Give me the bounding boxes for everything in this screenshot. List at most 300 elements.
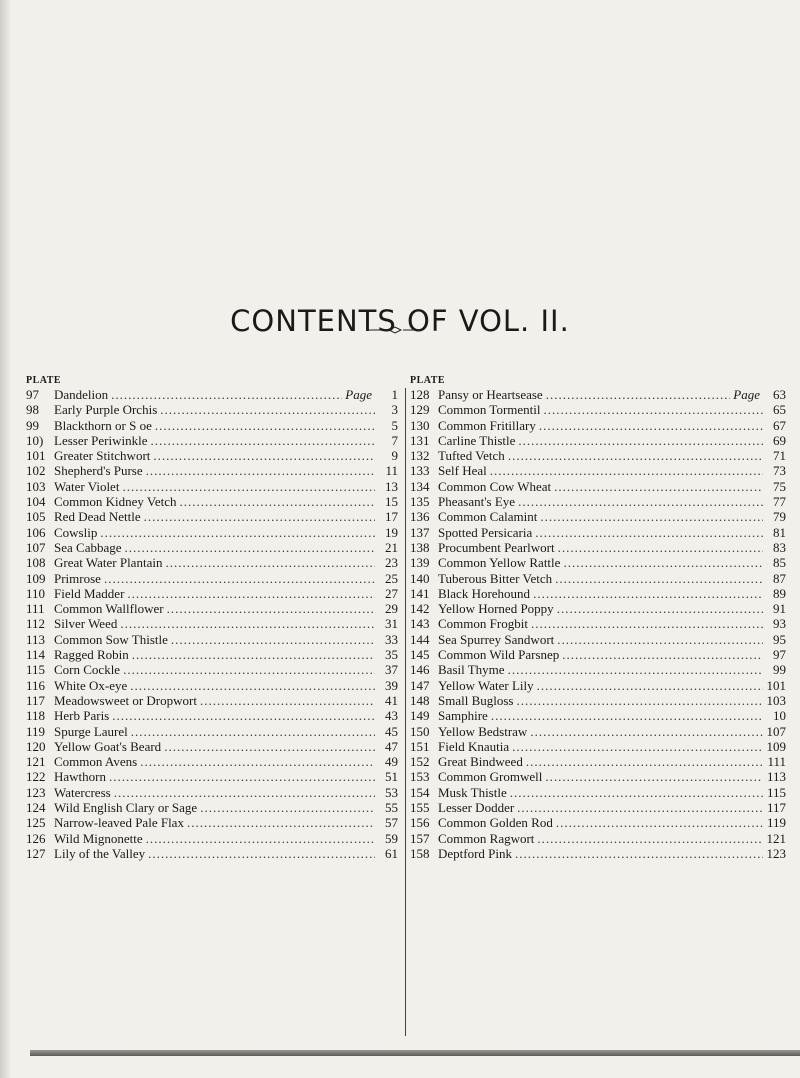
contents-entry (26, 785, 398, 800)
dot-leader (526, 754, 763, 769)
plant-name: Sea Spurrey Sandwort (438, 631, 555, 647)
contents-entry (26, 846, 398, 861)
plate-number: 121 (26, 754, 46, 770)
plant-name: Wild English Clary or Sage (54, 800, 198, 816)
contents-entry (410, 693, 786, 708)
plate-number: 98 (26, 402, 39, 418)
page-number: 15 (385, 494, 398, 510)
contents-entry (26, 632, 398, 647)
page-number: 101 (766, 677, 786, 693)
plant-name: Self Heal (438, 463, 487, 479)
contents-column-left (26, 374, 398, 861)
plant-name: Sea Cabbage (54, 539, 122, 555)
dot-leader (539, 418, 763, 433)
dot-leader (187, 815, 375, 830)
plate-column-header: PLATE (410, 375, 446, 386)
plate-number: 106 (26, 524, 46, 540)
plate-number: 141 (410, 585, 430, 601)
plate-number: 116 (26, 677, 46, 693)
contents-entry (410, 601, 786, 616)
page-number: 43 (385, 708, 398, 724)
plate-number: 136 (410, 509, 430, 525)
page-number: 119 (766, 815, 786, 831)
dot-leader (531, 616, 763, 631)
dot-leader (160, 402, 375, 417)
contents-entry (26, 647, 398, 662)
plant-name: Corn Cockle (54, 662, 121, 678)
plate-number: 147 (410, 677, 430, 693)
plate-number: 152 (410, 754, 430, 770)
plant-name: Ragged Robin (54, 647, 129, 663)
dot-leader (554, 479, 763, 494)
plant-name: Basil Thyme (438, 662, 505, 678)
plate-number: 155 (410, 800, 430, 816)
dot-leader (546, 387, 731, 402)
dot-leader (131, 724, 375, 739)
dot-leader (127, 586, 375, 601)
plate-number: 131 (410, 432, 430, 448)
contents-entry (410, 769, 786, 784)
plate-number: 122 (26, 769, 46, 785)
page-label: Page (733, 387, 760, 402)
dot-leader (517, 693, 764, 708)
page-number: 13 (385, 478, 398, 494)
contents-entry (410, 632, 786, 647)
plant-name: Hawthorn (54, 769, 106, 785)
page-number: 99 (773, 662, 786, 678)
dot-leader (167, 601, 375, 616)
page-number: 75 (773, 478, 786, 494)
plate-number: 99 (26, 417, 39, 433)
column-divider (405, 388, 406, 1036)
plate-number: 102 (26, 463, 46, 479)
plate-number: 138 (410, 539, 430, 555)
plate-number: 145 (410, 647, 430, 663)
plate-number: 133 (410, 463, 430, 479)
plate-number: 130 (410, 417, 430, 433)
contents-entry (410, 418, 786, 433)
page-number: 87 (773, 570, 786, 586)
dot-leader (537, 831, 763, 846)
page-number: 51 (385, 769, 398, 785)
page-number: 61 (385, 845, 398, 861)
dot-leader (165, 555, 375, 570)
dot-leader (180, 494, 375, 509)
dot-leader (109, 769, 375, 784)
plant-name: Great Bindweed (438, 754, 523, 770)
plate-number: 101 (26, 448, 46, 464)
contents-entry (410, 800, 786, 815)
plant-name: Cowslip (54, 524, 98, 540)
contents-entry (26, 479, 398, 494)
contents-entry (410, 387, 786, 402)
dot-leader (508, 662, 763, 677)
plate-number: 149 (410, 708, 430, 724)
plant-name: Small Bugloss (438, 692, 514, 708)
page-number: 123 (766, 845, 786, 861)
contents-list-left (26, 387, 398, 861)
contents-entry (26, 800, 398, 815)
plate-number: 118 (26, 708, 46, 724)
contents-entry (410, 647, 786, 662)
plate-number: 97 (26, 387, 39, 402)
plate-number: 115 (26, 662, 46, 678)
contents-entry (26, 831, 398, 846)
plate-number: 135 (410, 494, 430, 510)
dot-leader (104, 571, 375, 586)
page-number: 10 (773, 708, 786, 724)
contents-entry (26, 662, 398, 677)
dot-leader (120, 616, 375, 631)
plant-name: Common Calamint (438, 509, 538, 525)
contents-entry (410, 463, 786, 478)
page-number: 67 (773, 417, 786, 433)
page-number: 55 (385, 800, 398, 816)
dot-leader (537, 678, 763, 693)
dot-leader (146, 831, 375, 846)
plant-name: Common Cow Wheat (438, 478, 552, 494)
plant-name: Common Gromwell (438, 769, 543, 785)
contents-entry (26, 571, 398, 586)
page-number: 21 (385, 539, 398, 555)
page-number: 65 (773, 402, 786, 418)
plate-number: 137 (410, 524, 430, 540)
contents-entry (26, 693, 398, 708)
contents-entry (26, 815, 398, 830)
dot-leader (544, 402, 764, 417)
plate-number: 107 (26, 539, 46, 555)
contents-column-right (410, 374, 786, 861)
dot-leader (132, 647, 375, 662)
dot-leader (555, 571, 763, 586)
plant-name: Samphire (438, 708, 488, 724)
plant-name: Procumbent Pearlwort (438, 539, 555, 555)
contents-entry (26, 739, 398, 754)
plate-number: 104 (26, 494, 46, 510)
contents-entry (410, 724, 786, 739)
dot-leader (164, 739, 375, 754)
page-title: CONTENTS OF VOL. II. (230, 304, 570, 339)
plant-name: Common Avens (54, 754, 138, 770)
contents-entry (410, 754, 786, 769)
plant-name: Common Tormentil (438, 402, 541, 418)
plant-name: Common Golden Rod (438, 815, 553, 831)
plant-name: Tuberous Bitter Vetch (438, 570, 553, 586)
plant-name: Black Horehound (438, 585, 531, 601)
contents-entry (26, 387, 398, 402)
dot-leader (533, 586, 763, 601)
ornament-divider (365, 325, 425, 335)
dot-leader (140, 754, 375, 769)
page-edge (0, 0, 10, 1078)
plant-name: Spotted Persicaria (438, 524, 533, 540)
contents-entry (410, 785, 786, 800)
page-number: 121 (766, 830, 786, 846)
plate-number: 127 (26, 845, 46, 861)
plant-name: Musk Thistle (438, 784, 507, 800)
page-number: 47 (385, 738, 398, 754)
plant-name: Deptford Pink (438, 845, 513, 861)
plant-name: Meadowsweet or Dropwort (54, 692, 197, 708)
page-number: 91 (773, 601, 786, 617)
page-number: 37 (385, 662, 398, 678)
dot-leader (111, 387, 342, 402)
dot-leader (171, 632, 375, 647)
plant-name: Lily of the Valley (54, 845, 146, 861)
plate-number: 153 (410, 769, 430, 785)
plant-name: Tufted Vetch (438, 448, 505, 464)
plate-number: 151 (410, 738, 430, 754)
plant-name: Primrose (54, 570, 101, 586)
plant-name: Pheasant's Eye (438, 494, 516, 510)
plant-name: Shepherd's Purse (54, 463, 143, 479)
contents-entry (410, 831, 786, 846)
page-number: 69 (773, 432, 786, 448)
plant-name: Field Knautia (438, 738, 510, 754)
contents-entry (26, 402, 398, 417)
plate-number: 110 (26, 585, 46, 601)
page-number: 81 (773, 524, 786, 540)
page-number: 11 (385, 463, 398, 479)
plant-name: Common Kidney Vetch (54, 494, 177, 510)
plant-name: Common Fritillary (438, 417, 536, 433)
page-number: 1 (391, 387, 398, 402)
contents-entry (410, 448, 786, 463)
plate-number: 158 (410, 845, 430, 861)
dot-leader (123, 662, 375, 677)
dot-leader (557, 601, 763, 616)
contents-entry (410, 540, 786, 555)
plate-number: 129 (410, 402, 430, 418)
dot-leader (100, 525, 375, 540)
dot-leader (491, 708, 763, 723)
page-number: 41 (385, 692, 398, 708)
contents-entry (26, 586, 398, 601)
page-number: 83 (773, 539, 786, 555)
plate-number: 134 (410, 478, 430, 494)
dot-leader (535, 525, 763, 540)
plate-number: 148 (410, 692, 430, 708)
contents-entry (26, 724, 398, 739)
dot-leader (545, 769, 763, 784)
plant-name: Dandelion (54, 387, 109, 402)
plate-number: 111 (26, 601, 45, 617)
plant-name: Common Frogbit (438, 616, 528, 632)
page-number: 93 (773, 616, 786, 632)
plate-number: 10) (26, 432, 44, 448)
dot-leader (146, 463, 375, 478)
plate-number: 120 (26, 738, 46, 754)
plant-name: Common Sow Thistle (54, 631, 168, 647)
dot-leader (153, 448, 375, 463)
contents-entry (410, 586, 786, 601)
page-number: 63 (773, 387, 786, 402)
contents-list-right (410, 387, 786, 861)
page-number: 35 (385, 647, 398, 663)
plant-name: Common Wallflower (54, 601, 164, 617)
dot-leader (490, 463, 763, 478)
plant-name: Common Wild Parsnep (438, 647, 560, 663)
plant-name: Yellow Goat's Beard (54, 738, 162, 754)
contents-entry (26, 616, 398, 631)
contents-entry (410, 678, 786, 693)
contents-entry (410, 479, 786, 494)
contents-entry (26, 555, 398, 570)
page-number: 33 (385, 631, 398, 647)
plant-name: Lesser Dodder (438, 800, 515, 816)
page-number: 3 (391, 402, 398, 418)
page-number: 113 (766, 769, 786, 785)
plant-name: Lesser Periwinkle (54, 432, 148, 448)
contents-entry (410, 571, 786, 586)
plant-name: Field Madder (54, 585, 125, 601)
plant-name: White Ox-eye (54, 677, 128, 693)
plate-number: 139 (410, 555, 430, 571)
plant-name: Spurge Laurel (54, 723, 128, 739)
page-number: 39 (385, 677, 398, 693)
contents-entry (410, 846, 786, 861)
plant-name: Red Dead Nettle (54, 509, 141, 525)
plate-column-header: PLATE (26, 375, 62, 386)
plate-number: 124 (26, 800, 46, 816)
plate-number: 142 (410, 601, 430, 617)
page-number: 73 (773, 463, 786, 479)
contents-entry (410, 402, 786, 417)
dot-leader (530, 724, 763, 739)
plate-number: 123 (26, 784, 46, 800)
plant-name: Yellow Bedstraw (438, 723, 528, 739)
contents-entry (26, 769, 398, 784)
page-number: 29 (385, 601, 398, 617)
plate-number: 125 (26, 815, 46, 831)
dot-leader (540, 509, 763, 524)
contents-entry (410, 815, 786, 830)
page-number: 89 (773, 585, 786, 601)
contents-entry (26, 754, 398, 769)
plant-name: Yellow Water Lily (438, 677, 534, 693)
dot-leader (558, 540, 763, 555)
page-number: 9 (391, 448, 398, 464)
dot-leader (557, 632, 763, 647)
page-number: 45 (385, 723, 398, 739)
plant-name: Herb Paris (54, 708, 110, 724)
plate-number: 108 (26, 555, 46, 571)
plant-name: Water Violet (54, 478, 120, 494)
plate-number: 109 (26, 570, 46, 586)
plate-number: 143 (410, 616, 430, 632)
dot-leader (512, 739, 763, 754)
plant-name: Early Purple Orchis (54, 402, 158, 418)
contents-entry (410, 509, 786, 524)
dot-leader (122, 479, 375, 494)
page-number: 31 (385, 616, 398, 632)
page-number: 17 (385, 509, 398, 525)
plant-name: Great Water Plantain (54, 555, 163, 571)
dot-leader (200, 800, 375, 815)
page-number: 77 (773, 494, 786, 510)
dot-leader (508, 448, 763, 463)
plant-name: Silver Weed (54, 616, 118, 632)
plate-number: 126 (26, 830, 46, 846)
page-number: 85 (773, 555, 786, 571)
contents-entry (26, 463, 398, 478)
dot-leader (515, 846, 763, 861)
contents-entry (410, 525, 786, 540)
dot-leader (130, 678, 375, 693)
contents-entry (26, 525, 398, 540)
plant-name: Carline Thistle (438, 432, 516, 448)
plate-number: 132 (410, 448, 430, 464)
plant-name: Watercress (54, 784, 111, 800)
dot-leader (556, 815, 763, 830)
plate-number: 128 (410, 387, 430, 402)
contents-entry (26, 678, 398, 693)
page-number: 49 (385, 754, 398, 770)
dot-leader (112, 708, 375, 723)
page-number: 97 (773, 647, 786, 663)
plant-name: Common Ragwort (438, 830, 535, 846)
plate-number: 157 (410, 830, 430, 846)
dot-leader (518, 433, 763, 448)
contents-entry (26, 509, 398, 524)
plate-number: 156 (410, 815, 430, 831)
page-number: 107 (766, 723, 786, 739)
page-number: 103 (766, 692, 786, 708)
dot-leader (518, 494, 763, 509)
plate-number: 112 (26, 616, 46, 632)
plant-name: Pansy or Heartsease (438, 387, 543, 402)
page-number: 25 (385, 570, 398, 586)
plate-number: 146 (410, 662, 430, 678)
plate-number: 114 (26, 647, 46, 663)
dot-leader (517, 800, 763, 815)
page-number: 111 (767, 754, 786, 770)
contents-entry (26, 708, 398, 723)
dot-leader (125, 540, 375, 555)
plant-name: Greater Stitchwort (54, 448, 151, 464)
page-number: 59 (385, 830, 398, 846)
dot-leader (114, 785, 375, 800)
contents-entry (410, 494, 786, 509)
dot-leader (155, 418, 375, 433)
dot-leader (200, 693, 375, 708)
page-number: 23 (385, 555, 398, 571)
page-number: 27 (385, 585, 398, 601)
bottom-edge-shadow (30, 1050, 800, 1056)
dot-leader (563, 555, 763, 570)
page-number: 115 (766, 784, 786, 800)
contents-entry (410, 739, 786, 754)
plant-name: Common Yellow Rattle (438, 555, 561, 571)
dot-leader (148, 846, 375, 861)
plate-number: 150 (410, 723, 430, 739)
page-number: 71 (773, 448, 786, 464)
plant-name: Yellow Horned Poppy (438, 601, 554, 617)
plant-name: Blackthorn or S oe (54, 417, 152, 433)
contents-entry (26, 494, 398, 509)
plant-name: Wild Mignonette (54, 830, 143, 846)
contents-entry (410, 662, 786, 677)
page-number: 5 (391, 417, 398, 433)
contents-entry (26, 540, 398, 555)
plate-number: 119 (26, 723, 46, 739)
page-number: 79 (773, 509, 786, 525)
page-number: 53 (385, 784, 398, 800)
plate-number: 103 (26, 478, 46, 494)
contents-entry (26, 418, 398, 433)
contents-entry (26, 601, 398, 616)
plate-number: 154 (410, 784, 430, 800)
